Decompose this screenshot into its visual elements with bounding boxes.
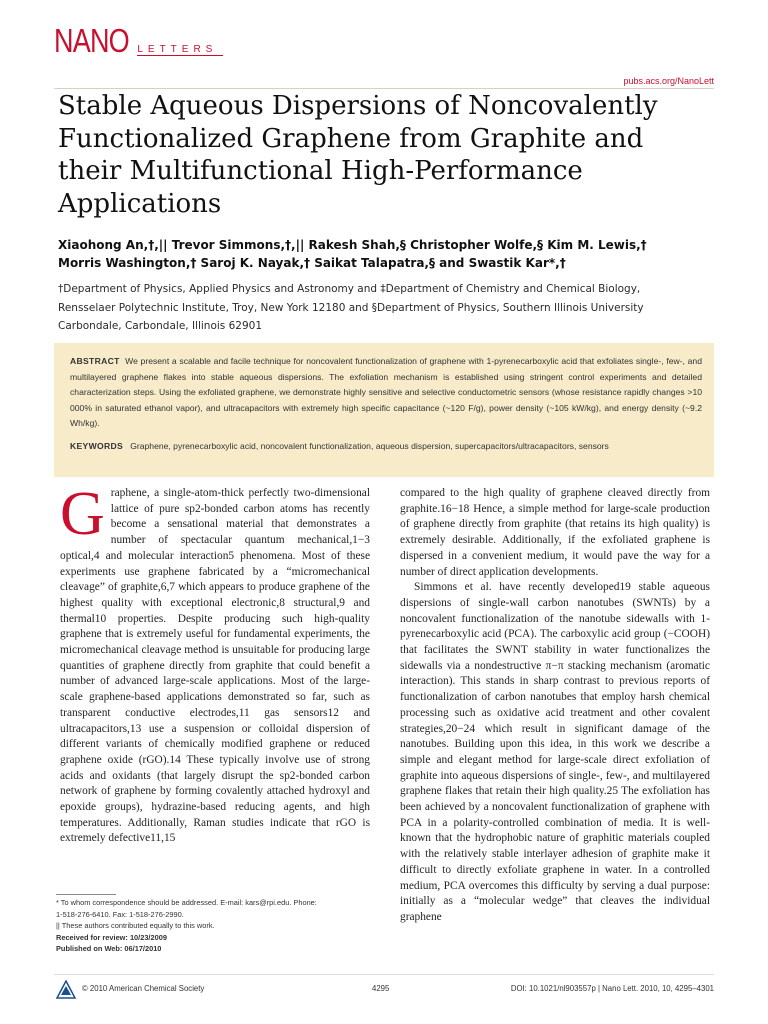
keywords-text: Graphene, pyrenecarboxylic acid, noncovalent functionalization, aqueous dispersion, supercapacitors/ultracapacitors, sensors [130,441,609,451]
page-number: 4295 [372,984,390,993]
copyright-notice: © 2010 American Chemical Society [82,984,205,993]
abstract-label: ABSTRACT [70,356,120,366]
keywords-label: KEYWORDS [70,441,124,451]
footnote-correspondence: * To whom correspondence should be addressed. E-mail: kars@rpi.edu. Phone: [56,898,317,907]
body-paragraph: raphene, a single-atom-thick perfectly two-dimensional lattice of pure sp2-bonded carbon atoms has recently become a sensational material that demonstrates a number of spectacular quantum mechanical,1−3 optical,4 and molecular interaction5 phenomena. Most of these experiments use graphene fabricated by a “micromechanical cleavage” of graphite,6,7 which appears to produce graphene of the highest quality with exceptional electronic,8 structural,9 and thermal10 properties. Despite producing such high-quality graphene that is extremely useful for fundamental experiments, the micromechanical cleavage method is unsuitable for producing large quantities of graphene directly from graphite that could benefit a number of advanced large-scale applications. Most of the large-scale graphene-based applications demonstrated so far, such as transparent conductive electrodes,11 gas sensors12 and ultracapacitors,13 use a suspension or colloidal dispersion of different variants of chemically modified graphene or reduced graphene oxide (rGO).14 These typically involve use of strong acids and oxidants (that largely disrupt the sp2-bonded carbon network of graphene by forming covalently attached hydroxyl and epoxide groups), hydrazine-based reducing agents, and high temperatures. Additionally, Raman studies indicate that rGO is extremely defective11,15 [60,487,370,845]
article-title [58,90,718,220]
body-paragraph: compared to the high quality of graphene cleaved directly from graphite.16−18 Hence, a simple method for large-scale production of graphene directly from graphite (that retains its high quality) is extremely desirable. Additionally, if the exfoliated graphene is dispersed in a convenient medium, it would pave the way for a number of direct application developments. [400,487,710,578]
title-line: Stable Aqueous Dispersions of Noncovalently [58,91,658,121]
keywords [70,439,702,455]
acs-logo-icon [56,980,76,1000]
body-column-right [400,486,710,986]
header-divider [54,88,714,89]
abstract-text: We present a scalable and facile technique for noncovalent functionalization of graphene with 1-pyrenecarboxylic acid that exfoliates single-, few-, and multilayered graphene flakes into stable aqueous dispersions. The exfoliation mechanism is established using stringent control experiments and detailed characterization steps. Using the exfoliated graphene, we demonstrate highly sensitive and selective conductometric sensors (whose resistance rapidly changes >10 000% in saturated ethanol vapor), and ultracapacitors with extremely high specific capacitance (~120 F/g), power density (~105 kW/kg), and energy density (~9.2 Wh/kg). [70,356,702,429]
footnotes [56,897,376,955]
affiliation-line: Rensselaer Polytechnic Institute, Troy, New York 12180 and §Department of Physics, Southern Illinois University [58,301,644,314]
drop-cap: G [60,480,105,548]
footnote-divider [56,894,116,895]
abstract-box [54,343,714,477]
journal-header [54,20,714,86]
logo-letters: LETTERS [137,44,223,56]
affiliations [58,280,718,336]
page-footer [54,974,714,1005]
affiliation-line: Carbondale, Carbondale, Illinois 62901 [58,320,263,332]
title-line: Functionalized Graphene from Graphite and [58,123,644,154]
footnote-phone: 1-518-276-6410. Fax: 1-518-276-2990. [56,909,184,919]
body-column-left [60,480,370,891]
footnote-equal-contribution: || These authors contributed equally to this work. [56,921,215,931]
abstract [70,354,702,432]
author-line: Morris Washington,† Saroj K. Nayak,† Saikat Talapatra,§ and Swastik Kar*,† [58,256,566,270]
title-line: their Multifunctional High-Performance [58,156,583,186]
body-paragraph: Simmons et al. have recently developed19 stable aqueous dispersions of single-wall carbon nanotubes (SWNTs) by a noncovalent functionalization of the nanotube sidewalls with 1-pyrenecarboxylic acid (PCA). The carboxylic acid group (−COOH) that facilitates the SWNT stability in water functionalizes the sidewalls via a nondestructive π−π stacking mechanism (aromatic interaction). This stands in sharp contrast to previous reports of functionalization of carbon nanotubes that employ harsh chemical processing such as oxidative acid treatment and other covalent strategies,20−24 which result in significant damage of the nanotubes. Building upon this idea, in this work we describe a simple and elegant method for large-scale direct exfoliation of graphite into aqueous dispersions of single-, few-, and multilayered graphene flakes that retain their high quality.25 The exfoliation has been achieved by a noncovalent functionalization of graphene with PCA in a polarity-controlled combination of media. It is well-known that the hydrophobic nature of graphitic materials coupled with the relatively stable interlayer adhesion of graphite make it difficult to directly exfoliate graphene in water. In a controlled medium, PCA overcomes this difficulty by serving a dual purpose: initially as a “molecular wedge” that cleaves the individual graphene [400,581,710,923]
published-date: Published on Web: 06/17/2010 [56,944,162,954]
author-line: Xiaohong An,†,|| Trevor Simmons,†,|| Rakesh Shah,§ Christopher Wolfe,§ Kim M. Lewis,† [58,238,647,252]
journal-logo [54,24,223,57]
logo-nano: NANO [54,22,129,59]
journal-url-link[interactable]: pubs.acs.org/NanoLett [623,76,714,86]
author-list [58,236,718,272]
doi-citation: DOI: 10.1021/nl903557p | Nano Lett. 2010, 10, 4295–4301 [510,984,714,993]
title-line: Applications [58,188,222,219]
received-date: Received for review: 10/23/2009 [56,932,167,942]
affiliation-line: †Department of Physics, Applied Physics and Astronomy and ‡Department of Chemistry and Chemical Biology, [58,283,641,295]
